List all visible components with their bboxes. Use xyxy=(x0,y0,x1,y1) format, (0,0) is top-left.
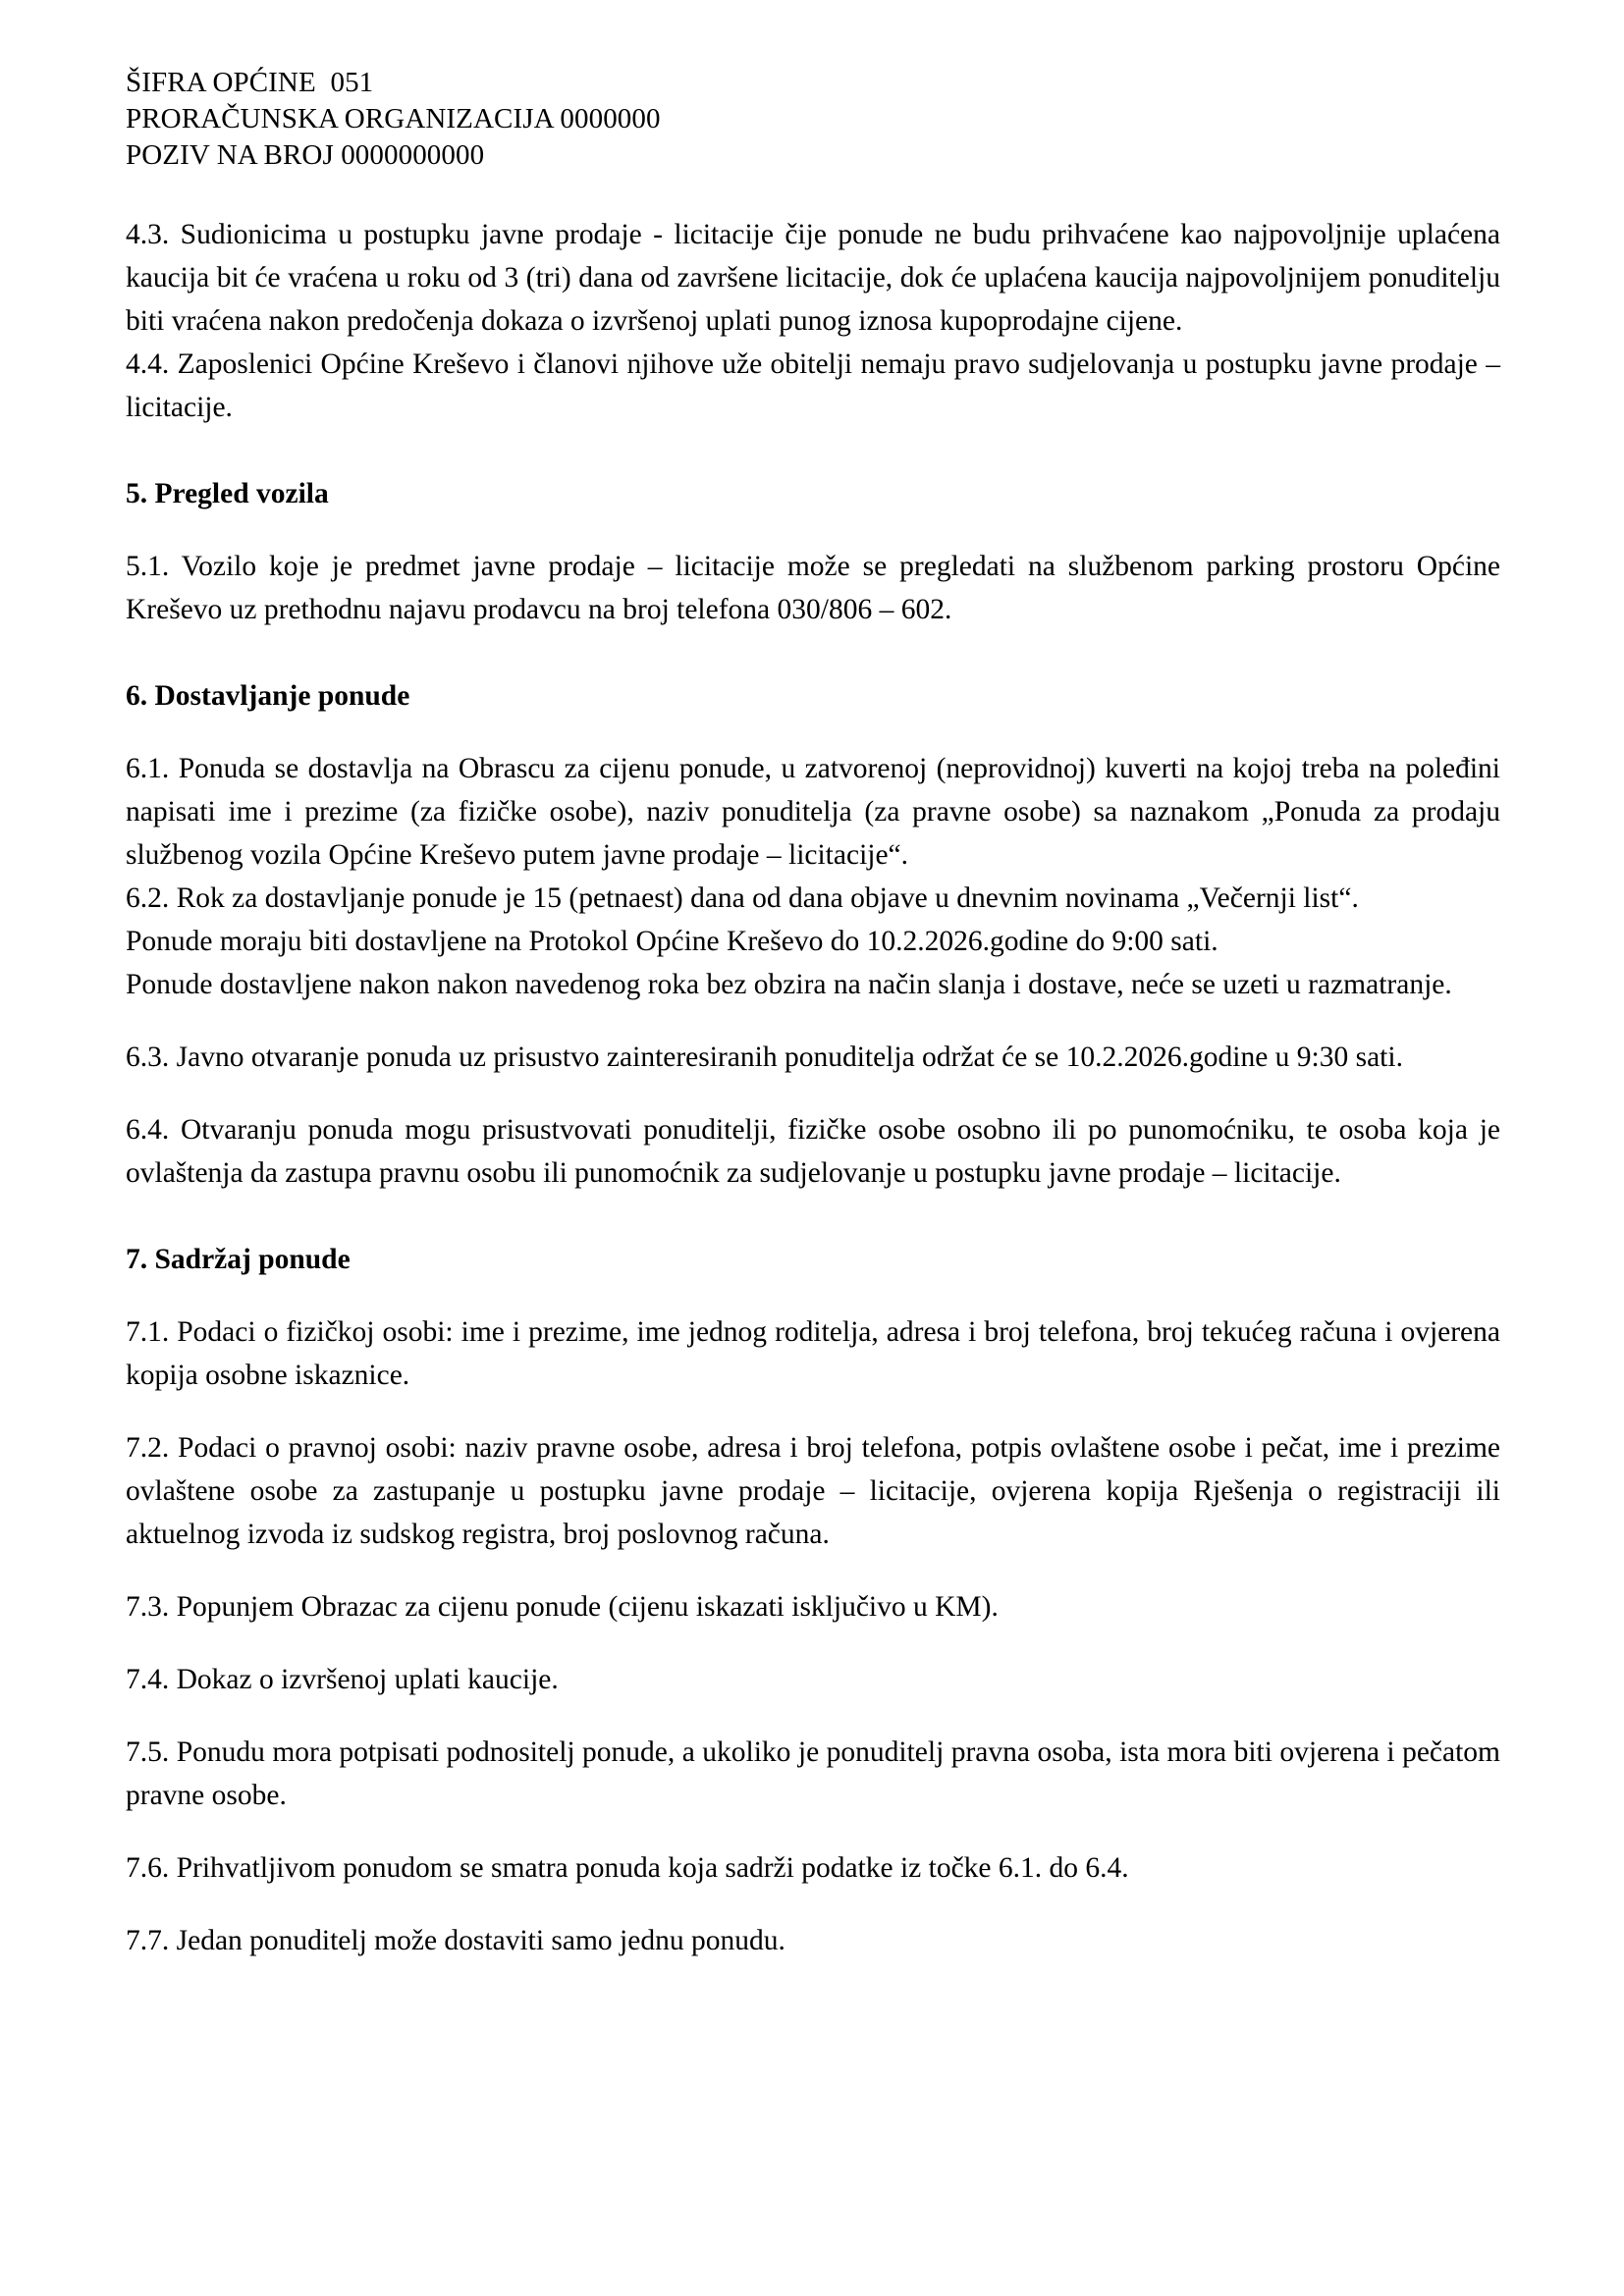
paragraph-4-3: 4.3. Sudionicima u postupku javne prodaje - licitacije čije ponude ne budu prihvaćene kao najpovoljnije uplaćena kaucija bit će vraćena u roku od 3 (tri) dana od završene licitacije, dok će uplaćena kaucija najpovoljnijem ponuditelju biti vraćena nakon predočenja dokaza o izvršenoj uplati punog iznosa kupoprodajne cijene. xyxy=(126,219,1500,337)
spacer xyxy=(126,1006,1500,1036)
paragraph-5-1: 5.1. Vozilo koje je predmet javne prodaje – licitacije može se pregledati na službenom parking prostoru Općine Kreševo uz prethodnu najavu prodavcu na broj telefona 030/806 – 602. xyxy=(126,551,1500,625)
paragraph-7-7: 7.7. Jedan ponuditelj može dostaviti samo jednu ponudu. xyxy=(126,1925,785,1956)
document-header xyxy=(126,59,1500,174)
spacer xyxy=(126,1195,1500,1238)
paragraph-7-2: 7.2. Podaci o pravnoj osobi: naziv pravne osobe, adresa i broj telefona, potpis ovlaštene osobe i pečat, ime i prezime ovlaštene osobe za zastupanje u postupku javne prodaje – licitacije, ovjerena kopija Rješenja o registraciji ili aktuelnog izvoda iz sudskog registra, broj poslovnog računa. xyxy=(126,1432,1500,1550)
section-heading-5: 5. Pregled vozila xyxy=(126,478,329,509)
spacer xyxy=(126,631,1500,674)
paragraph-7-1: 7.1. Podaci o fizičkoj osobi: ime i prezime, ime jednog roditelja, adresa i broj telefona, broj tekućeg računa i ovjerena kopija osobne iskaznice. xyxy=(126,1316,1500,1391)
spacer xyxy=(126,1556,1500,1585)
header-poziv-na-broj: POZIV NA BROJ 0000000000 xyxy=(126,139,485,171)
spacer xyxy=(126,1817,1500,1846)
paragraph-6-2-deadline: Ponude moraju biti dostavljene na Protokol Općine Kreševo do 10.2.2026.godine do 9:00 sati. xyxy=(126,926,1218,957)
section-heading-6: 6. Dostavljanje ponude xyxy=(126,680,410,712)
spacer xyxy=(126,1890,1500,1919)
section-heading-7: 7. Sadržaj ponude xyxy=(126,1244,351,1275)
paragraph-4-4: 4.4. Zaposlenici Općine Kreševo i članovi njihove uže obitelji nemaju pravo sudjelovanja u postupku javne prodaje – licitacije. xyxy=(126,348,1500,423)
paragraph-6-4: 6.4. Otvaranju ponuda mogu prisustvovati ponuditelji, fizičke osobe osobno ili po punomoćniku, te osoba koja je ovlaštenja da zastupa pravnu osobu ili punomoćnik za sudjelovanje u postupku javne prodaje – licitacije. xyxy=(126,1114,1500,1189)
paragraph-7-3: 7.3. Popunjem Obrazac za cijenu ponude (cijenu iskazati isključivo u KM). xyxy=(126,1591,999,1623)
paragraph-6-2: 6.2. Rok za dostavljanje ponude je 15 (petnaest) dana od dana objave u dnevnim novinama „Večernji list“. xyxy=(126,882,1359,914)
spacer xyxy=(126,515,1500,545)
spacer xyxy=(126,1397,1500,1426)
paragraph-7-5: 7.5. Ponudu mora potpisati podnositelj ponude, a ukoliko je ponuditelj pravna osoba, ista mora biti ovjerena i pečatom pravne osobe. xyxy=(126,1736,1500,1811)
spacer xyxy=(126,1629,1500,1658)
spacer xyxy=(126,429,1500,472)
paragraph-6-1: 6.1. Ponuda se dostavlja na Obrascu za cijenu ponude, u zatvorenoj (neprovidnoj) kuverti na kojoj treba na poleđini napisati ime i prezime (za fizičke osobe), naziv ponuditelja (za pravne osobe) sa naznakom „Ponuda za prodaju službenog vozila Općine Kreševo putem javne prodaje – licitacije“. xyxy=(126,753,1500,871)
header-proracunska-organizacija: PRORAČUNSKA ORGANIZACIJA 0000000 xyxy=(126,103,661,134)
paragraph-7-4: 7.4. Dokaz o izvršenoj uplati kaucije. xyxy=(126,1664,559,1695)
paragraph-6-2-late-offers: Ponude dostavljene nakon nakon navedenog roka bez obzira na način slanja i dostave, neće se uzeti u razmatranje. xyxy=(126,969,1452,1000)
document-body xyxy=(126,213,1500,1962)
paragraph-7-6: 7.6. Prihvatljivom ponudom se smatra ponuda koja sadrži podatke iz točke 6.1. do 6.4. xyxy=(126,1852,1129,1884)
header-sifra-opcine: ŠIFRA OPĆINE 051 xyxy=(126,67,374,98)
spacer xyxy=(126,1281,1500,1310)
paragraph-6-3: 6.3. Javno otvaranje ponuda uz prisustvo zainteresiranih ponuditelja održat će se 10.2.2026.godine u 9:30 sati. xyxy=(126,1041,1403,1073)
spacer xyxy=(126,718,1500,747)
spacer xyxy=(126,1079,1500,1108)
spacer xyxy=(126,1701,1500,1731)
